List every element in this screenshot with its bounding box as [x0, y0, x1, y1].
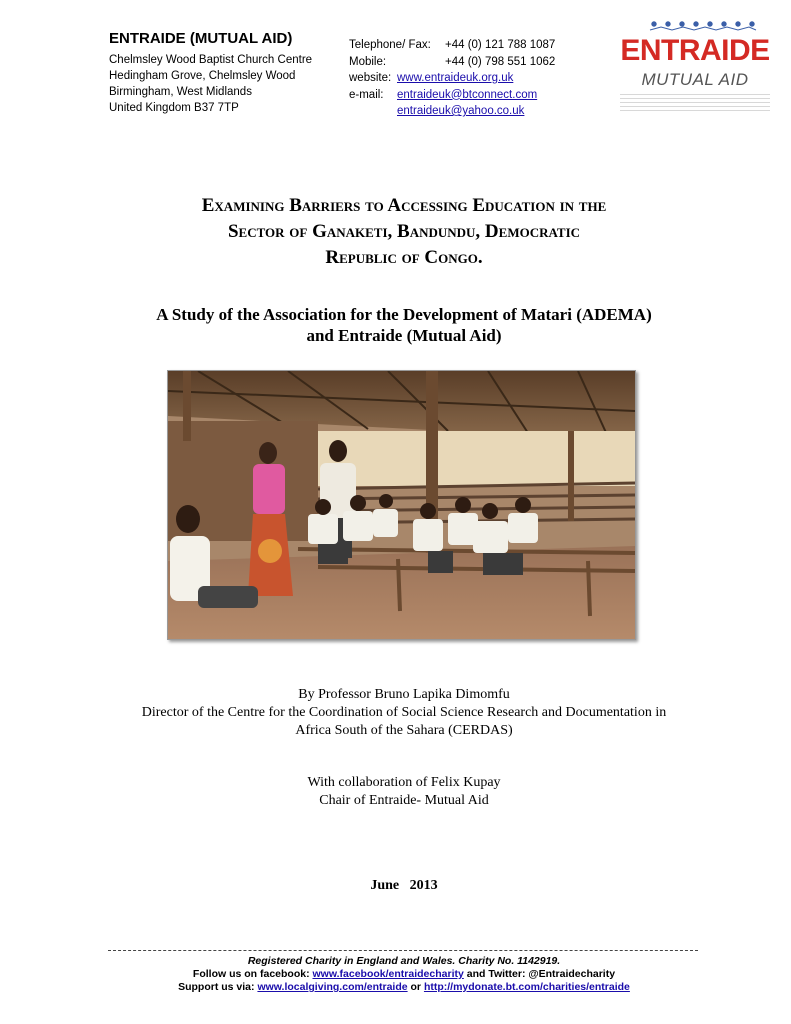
phone-value: +44 (0) 121 788 1087 — [445, 39, 556, 51]
phone-label: Telephone/ Fax: — [349, 39, 431, 51]
social-line — [100, 968, 708, 981]
email-link-1[interactable]: entraideuk@btconnect.com — [397, 88, 538, 101]
mobile-value: +44 (0) 798 551 1062 — [445, 55, 556, 68]
org-address — [109, 52, 312, 116]
people-chain-icon — [648, 20, 758, 32]
mobile-label: Mobile: — [349, 55, 387, 68]
mobile-row — [349, 54, 599, 71]
email-row-2 — [349, 103, 599, 120]
footer-divider — [108, 950, 698, 951]
footer — [100, 955, 708, 994]
classroom-photo-illustration — [168, 371, 635, 639]
website-label: website: — [349, 72, 392, 84]
subtitle-line: and Entraide (Mutual Aid) — [306, 326, 502, 345]
publication-date: June 2013 — [370, 878, 438, 893]
logo-brand: ENTRAIDE — [620, 34, 770, 67]
logo-subtitle: MUTUAL AID — [641, 70, 749, 89]
support-line — [100, 981, 708, 994]
address-line: Hedingham Grove, Chelmsley Wood — [109, 70, 296, 82]
author-role: Director of the Centre for the Coordination of Social Science Research and Documentation in — [141, 705, 667, 720]
classroom-photo — [167, 370, 636, 640]
website-link[interactable]: www.entraideuk.org.uk — [397, 72, 514, 84]
twitter-text: and Twitter: @Entraidecharity — [463, 968, 616, 980]
facebook-link[interactable]: www.facebook/entraidecharity — [312, 968, 464, 980]
address-line: Chelmsley Wood Baptist Church Centre — [109, 54, 313, 66]
contact-block — [349, 37, 599, 120]
mydonate-link[interactable]: http://mydonate.bt.com/charities/entraide — [423, 981, 630, 993]
collaborator-role: Chair of Entraide- Mutual Aid — [319, 793, 489, 808]
email-link-2[interactable]: entraideuk@yahoo.co.uk — [397, 105, 525, 117]
author-block — [100, 686, 708, 740]
localgiving-link[interactable]: www.localgiving.com/entraide — [257, 981, 408, 993]
collaboration-block — [100, 774, 708, 810]
support-or: or — [407, 981, 424, 993]
org-name: ENTRAIDE (MUTUAL AID) — [109, 30, 293, 47]
document-title — [100, 193, 708, 271]
email-label: e-mail: — [349, 88, 384, 101]
email-row — [349, 87, 599, 104]
support-prefix: Support us via: — [178, 981, 258, 993]
subtitle-line: A Study of the Association for the Development of Matari (ADEMA) — [156, 305, 652, 324]
title-line: Sector of Ganaketi, Bandundu, Democratic — [227, 221, 581, 242]
website-row — [349, 70, 599, 87]
address-line: United Kingdom B37 7TP — [109, 102, 239, 114]
entraide-logo — [620, 18, 770, 116]
address-line: Birmingham, West Midlands — [109, 86, 252, 98]
facebook-prefix: Follow us on facebook: — [192, 968, 313, 980]
phone-row — [349, 37, 599, 54]
author-name: By Professor Bruno Lapika Dimomfu — [298, 687, 510, 702]
document-subtitle — [100, 304, 708, 346]
author-role: Africa South of the Sahara (CERDAS) — [295, 723, 513, 738]
logo-lines — [620, 94, 770, 114]
title-line: Republic of Congo. — [325, 247, 483, 268]
title-line: Examining Barriers to Accessing Education in the — [201, 195, 607, 216]
collaborator-name: With collaboration of Felix Kupay — [307, 775, 501, 790]
charity-registration: Registered Charity in England and Wales. Charity No. 1142919. — [247, 955, 561, 967]
